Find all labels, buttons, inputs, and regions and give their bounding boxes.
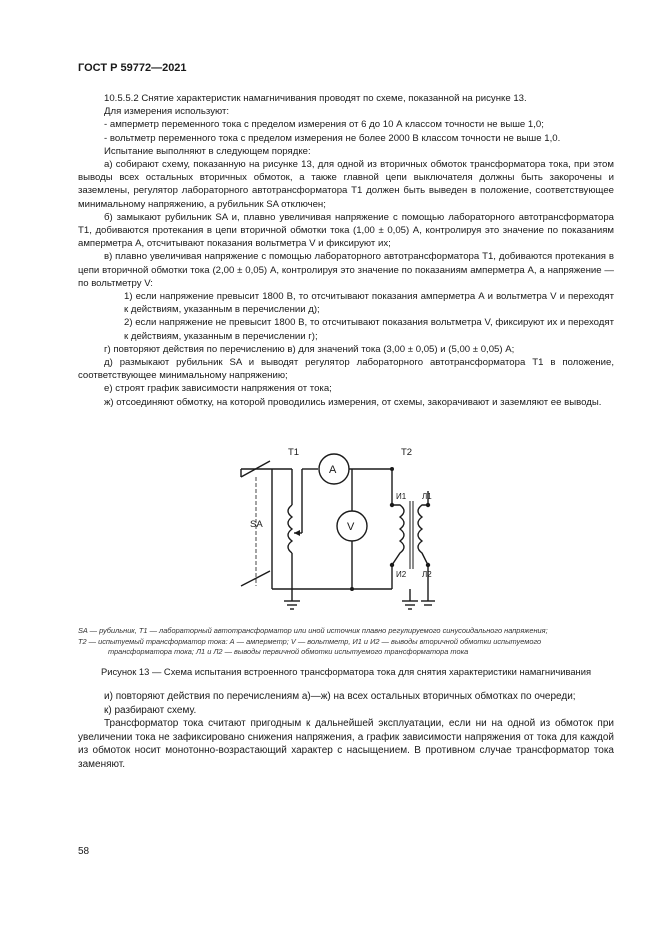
paragraph: Трансформатор тока считают пригодным к дальнейшей эксплуатации, если ни на одной из обмоток при увеличении тока не зафиксировано снижения напряжения, а график зависимости напряжения от тока для каждой из обмоток носит монотонно-возрастающий характер с насыщением. В противном случае трансформатор тока заменяют. [78, 718, 614, 770]
body-text-top [78, 92, 614, 409]
terminal-l1 [426, 503, 430, 507]
paragraph: б) замыкают рубильник SA и, плавно увеличивая напряжение с помощью лабораторного автотрансформатора Т1, добиваются протекания в цепи вторичной обмотки тока (1,00 ± 0,05) А, контролируя это значение по показаниям амперметра А, отсчитывают показания вольтметра V и фиксируют их; [78, 211, 614, 250]
label-i2: И2 [396, 570, 407, 579]
paragraph: - амперметр переменного тока с пределом измерения от 6 до 10 А классом точности не выше 1,0; [104, 119, 544, 131]
paragraph: 2) если напряжение не превысит 1800 В, то отсчитывают показания вольтметра V, фиксируют их и переходят к действиям, указанным в перечислении г); [124, 317, 614, 342]
label-t1: Т1 [288, 447, 300, 458]
paragraph: Для измерения используют: [104, 106, 230, 118]
document-header: ГОСТ Р 59772—2021 [78, 62, 187, 74]
page-number: 58 [78, 846, 90, 857]
paragraph: а) собирают схему, показанную на рисунке 13, для одной из вторичных обмоток трансформатора тока, при этом выводы всех остальных вторичных обмоток, а также главной цепи выключателя должны быть закорочены и заземлены, регулятор лабораторного автотрансформатора Т1 должен быть выведен в положение, соответствующее минимальному напряжению, а рубильник SA отключен; [78, 159, 614, 210]
legend-line: Т2 — испытуемый трансформатор тока: А — амперметр; V — вольтметр, И1 и И2 — выводы вторичной обмотки испытуемого [78, 636, 542, 646]
figure-legend [78, 626, 614, 658]
node-bottom [350, 587, 354, 591]
terminal-i2 [390, 563, 394, 567]
label-sa: SA [250, 519, 263, 530]
paragraph: - вольтметр переменного тока с пределом измерения не более 2000 В классом точности не выше 1,0. [104, 132, 561, 144]
legend-line: SA — рубильник, Т1 — лабораторный автотрансформатор или иной источник плавно регулируемого синусоидального напряжения; [78, 626, 548, 635]
terminal-i1 [390, 503, 394, 507]
circuit-diagram [236, 441, 446, 615]
t2-secondary-coil [392, 505, 404, 565]
paragraph: е) строят график зависимости напряжения от тока; [104, 383, 332, 395]
paragraph: в) плавно увеличивая напряжение с помощью лабораторного автотрансформатора Т1, добиваются протекания в цепи вторичной обмотки тока (2,00 ± 0,05) А, контролируя это значение по показаниям амперметра А, а напряжение — по вольтметру V: [78, 251, 614, 289]
paragraph: и) повторяют действия по перечислениям а)—ж) на всех остальных вторичных обмотках по очереди; [104, 691, 576, 702]
t2-primary-coil [418, 491, 428, 597]
label-ammeter: A [329, 464, 337, 476]
label-l1: Л1 [422, 492, 432, 501]
figure-caption: Рисунок 13 — Схема испытания встроенного трансформатора тока для снятия характеристики намагничивания [100, 666, 592, 677]
label-t2: Т2 [401, 447, 413, 458]
sa-blade-bottom [241, 571, 270, 586]
paragraph: к) разбирают схему. [104, 704, 197, 716]
paragraph: ж) отсоединяют обмотку, на которой проводились измерения, от схемы, закорачивают и заземляют ее выводы. [104, 396, 602, 408]
label-l2: Л2 [422, 570, 432, 579]
body-text-bottom [78, 690, 614, 772]
t1-coil [288, 505, 292, 553]
paragraph: г) повторяют действия по перечислению в) для значений тока (3,00 ± 0,05) и (5,00 ± 0,05) А; [104, 343, 515, 355]
wiper-arrowhead [294, 530, 300, 536]
terminal-l2 [426, 563, 430, 567]
label-i1: И1 [396, 492, 407, 501]
legend-line: трансформатора тока; Л1 и Л2 — выводы первичной обмотки испытуемого трансформатора тока [108, 647, 469, 656]
label-voltmeter: V [347, 521, 355, 533]
paragraph: д) размыкают рубильник SA и выводят регулятор лабораторного автотрансформатора Т1 в положение, соответствующее минимальному напряжению; [78, 357, 614, 382]
paragraph: 1) если напряжение превысит 1800 В, то отсчитывают показания амперметра А и вольтметра V и переходят к действиям, указанным в перечислении д); [124, 291, 614, 316]
node-top [390, 467, 394, 471]
paragraph: Испытание выполняют в следующем порядке: [104, 145, 311, 157]
paragraph: 10.5.5.2 Снятие характеристик намагничивания проводят по схеме, показанной на рисунке 13. [104, 93, 527, 104]
